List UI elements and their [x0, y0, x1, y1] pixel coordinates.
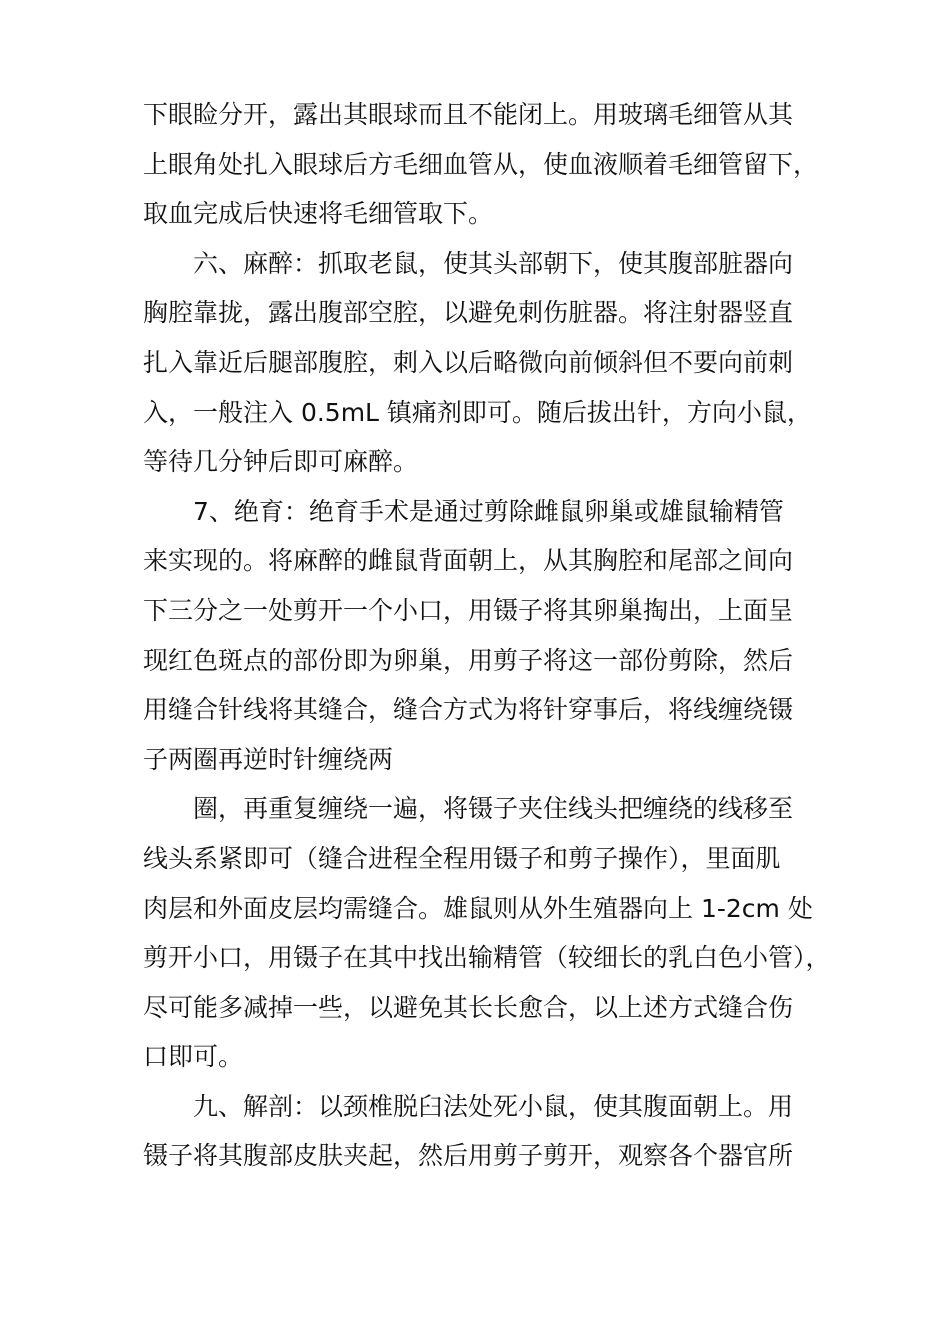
text-line: 上眼角处扎入眼球后方毛细血管从，使血液顺着毛细管留下， — [143, 149, 819, 179]
body-text — [143, 90, 833, 1181]
text-line: 下三分之一处剪开一个小口，用镊子将其卵巢掏出，上面呈 — [143, 595, 794, 625]
text-line: 线头系紧即可（缝合进程全程用镊子和剪子操作），里面肌 — [143, 843, 781, 873]
text-line: 子两圈再逆时针缠绕两 — [143, 744, 394, 774]
text-line: 肉层和外面皮层均需缝合。雄鼠则从外生殖器向上 1-2cm 处 — [143, 893, 813, 923]
text-line: 用缝合针线将其缝合，缝合方式为将针穿事后，将线缠绕镊 — [143, 695, 794, 725]
text-line: 尽可能多减掉一些，以避免其长长愈合，以上述方式缝合伤 — [143, 992, 794, 1022]
paragraph-start-line: 圈，再重复缠绕一遍，将镊子夹住线头把缠绕的线移至 — [193, 794, 794, 824]
text-line: 入，一般注入 0.5mL 镇痛剂即可。随后拔出针，方向小鼠， — [143, 397, 812, 427]
text-line: 剪开小口，用镊子在其中找出输精管（较细长的乳白色小管）， — [143, 943, 831, 973]
section-heading-line: 六、麻醉：抓取老鼠，使其头部朝下，使其腹部脏器向 — [193, 248, 794, 278]
section-heading-line: 九、解剖：以颈椎脱臼法处死小鼠，使其腹面朝上。用 — [193, 1091, 794, 1121]
text-line: 来实现的。将麻醉的雌鼠背面朝上，从其胸腔和尾部之间向 — [143, 546, 794, 576]
text-line: 口即可。 — [143, 1042, 244, 1072]
text-line: 扎入靠近后腿部腹腔，刺入以后略微向前倾斜但不要向前刺 — [143, 347, 794, 377]
text-line: 胸腔靠拢，露出腹部空腔，以避免刺伤脏器。将注射器竖直 — [143, 298, 794, 328]
text-line: 等待几分钟后即可麻醉。 — [143, 447, 419, 477]
text-line: 取血完成后快速将毛细管取下。 — [143, 199, 494, 229]
section-heading-line: 7、绝育：绝育手术是通过剪除雌鼠卵巢或雄鼠输精管 — [193, 496, 784, 526]
text-line: 现红色斑点的部份即为卵巢，用剪子将这一部份剪除，然后 — [143, 645, 794, 675]
text-line: 下眼睑分开，露出其眼球而且不能闭上。用玻璃毛细管从其 — [143, 100, 794, 129]
text-line: 镊子将其腹部皮肤夹起，然后用剪子剪开，观察各个器官所 — [143, 1141, 794, 1171]
